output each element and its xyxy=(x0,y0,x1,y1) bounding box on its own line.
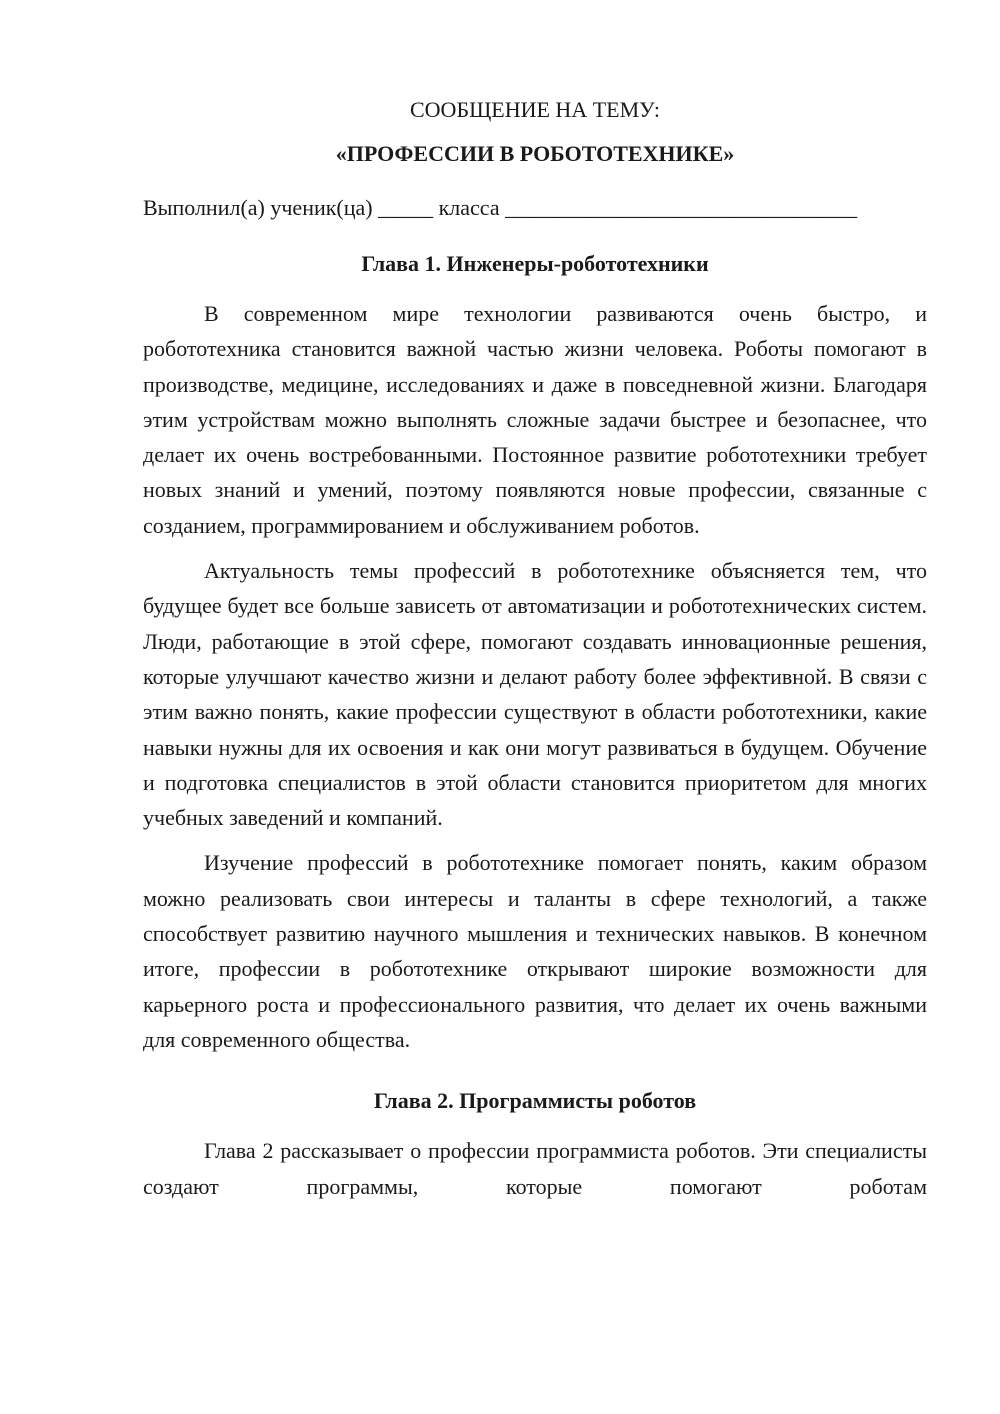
chapter-1-paragraph-1: В современном мире технологии развиваются очень быстро, и робототехника становится важной частью жизни человека. Роботы помогают в производстве, медицине, исследованиях и даже в повседневной жизни. Благодаря этим устройствам можно выполнять сложные задачи быстрее и безопаснее, что делает их очень востребованными. Постоянное развитие робототехники требует новых знаний и умений, поэтому появляются новые профессии, связанные с созданием, программированием и обслуживанием роботов. xyxy=(143,301,927,538)
chapter-2-title: Глава 2. Программисты роботов xyxy=(373,1088,697,1114)
heading-line-2: «ПРОФЕССИИ В РОБОТОТЕХНИКЕ» xyxy=(335,141,735,166)
signature-line: Выполнил(а) ученик(ца) _____ класса ________________________________ xyxy=(143,195,858,220)
chapter-2-paragraph-1: Глава 2 рассказывает о профессии программиста роботов. Эти специалисты создают программы, которые помогают роботам xyxy=(143,1138,927,1199)
chapter-1-paragraph-2: Актуальность темы профессий в робототехнике объясняется тем, что будущее будет все больше зависеть от автоматизации и робототехнических систем. Люди, работающие в этой сфере, помогают создавать инновационные решения, которые улучшают качество жизни и делают работу более эффективной. В связи с этим важно понять, какие профессии существуют в области робототехники, какие навыки нужны для их освоения и как они могут развиваться в будущем. Обучение и подготовка специалистов в этой области становится приоритетом для многих учебных заведений и компаний. xyxy=(143,558,927,831)
document-body xyxy=(143,92,927,1204)
chapter-1-paragraph-3: Изучение профессий в робототехнике помогает понять, каким образом можно реализовать свои интересы и таланты в сфере технологий, а также способствует развитию научного мышления и технических навыков. В конечном итоге, профессии в робототехнике открывают широкие возможности для карьерного роста и профессионального развития, что делает их очень важными для современного общества. xyxy=(143,850,927,1052)
heading-line-1: СООБЩЕНИЕ НА ТЕМУ: xyxy=(410,97,660,122)
chapter-1-title: Глава 1. Инженеры-робототехники xyxy=(361,251,709,276)
